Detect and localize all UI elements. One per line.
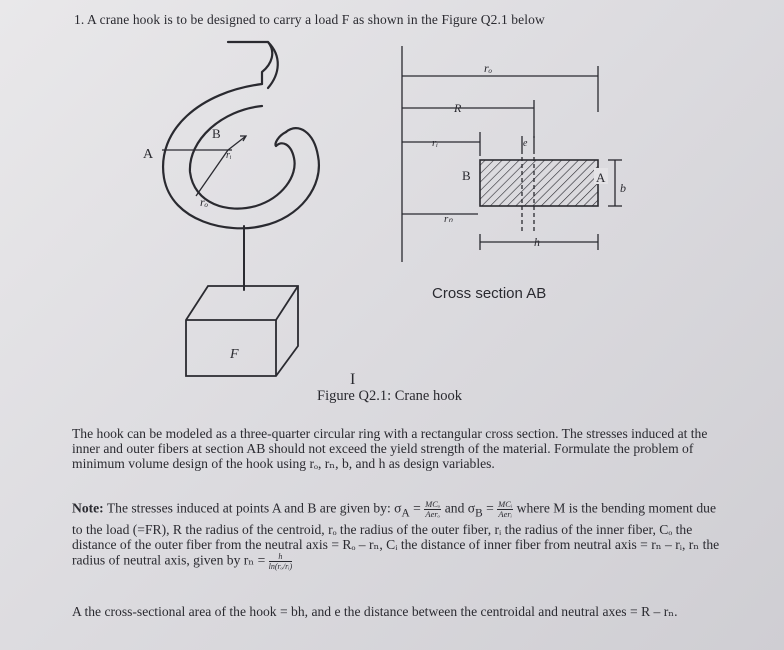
problem-paragraph: The hook can be modeled as a three-quarter circular ring with a rectangular cross section. The stresses induced at the inner and outer fibers at section AB should not exceed the yield strength of the material. Formulate the problem of minimum volume design of the hook using rₒ, rₙ, b, and h as design variables. (72, 426, 708, 472)
cross-section-drawing (402, 46, 622, 262)
hook-label-ro: rₒ (200, 195, 209, 209)
figure-caption: Figure Q2.1: Crane hook (317, 388, 462, 404)
question-title: 1. A crane hook is to be designed to carry a load F as shown in the Figure Q2.1 below (74, 12, 545, 27)
section-label-R: R (454, 101, 462, 115)
cross-section-rect (480, 160, 598, 206)
section-label-e: e (523, 138, 528, 149)
hook-label-B: B (212, 126, 221, 141)
section-label-rn: rₙ (444, 213, 453, 225)
stress-A-fraction (424, 500, 441, 519)
rn-num: h (269, 552, 293, 562)
load-label-F: F (230, 347, 239, 362)
equals-2: = (482, 500, 498, 516)
section-label-h: h (534, 235, 540, 249)
section-label-A: A (596, 170, 606, 185)
section-label-b: b (620, 181, 626, 195)
hook-inner-arc (190, 106, 295, 209)
hook-outer-arc (163, 84, 319, 228)
hook-label-A: A (143, 147, 154, 162)
and-sigma: and σ (441, 500, 476, 516)
frac2-den: Aerᵢ (498, 509, 512, 519)
equals: = (409, 500, 425, 516)
section-label-ri: rᵢ (432, 137, 439, 149)
cross-section-title: Cross section AB (432, 285, 547, 302)
hook-shank (228, 42, 272, 84)
sub-A: A (401, 507, 410, 520)
note-part1: The stresses induced at points A and B are given by: σ (106, 500, 402, 516)
rn-den: ln(rₒ/rᵢ) (268, 561, 293, 571)
hook-drawing (163, 42, 319, 290)
frac-den: Aerₒ (425, 509, 441, 519)
section-label-ro: rₒ (484, 61, 493, 75)
text-cursor: I (350, 371, 356, 388)
stress-B-fraction (497, 500, 513, 519)
radius-ri-line (228, 136, 246, 150)
sub-B: B (475, 507, 483, 520)
hook-dimension-lines (162, 136, 246, 196)
hook-label-ri: rᵢ (226, 150, 232, 161)
area-paragraph: A the cross-sectional area of the hook = bh, and e the distance between the centroidal and neutral axes = R – rₙ. (72, 604, 678, 619)
radius-ro-line (196, 150, 228, 196)
frac-num: MCₒ (425, 499, 441, 509)
load-box (186, 286, 298, 376)
note-paragraph (72, 500, 720, 571)
note-label: Note: (72, 500, 104, 516)
rn-fraction (269, 552, 293, 571)
note-part2: where M is the bending moment due to the load (=FR), R the radius of the centroid, rₒ the radius of the outer fiber, rᵢ the radius of the inner fiber, Cₒ the distance of the outer fiber from the neutral axis = Rₒ – rₙ, Cᵢ the distance of inner fiber from neutral axis = rₙ – rᵢ, rₙ the radius of neutral axis, given by rₙ = (72, 500, 720, 568)
frac2-num: MCᵢ (498, 499, 513, 509)
section-label-B: B (462, 168, 471, 183)
